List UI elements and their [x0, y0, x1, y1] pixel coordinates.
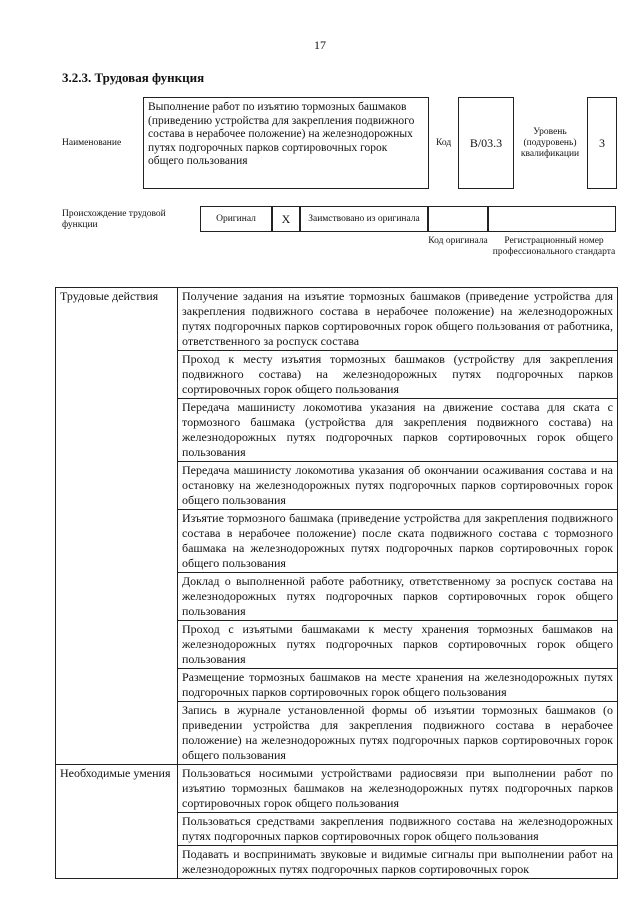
level-label-text: Уровень (подуровень) квалификации: [520, 126, 580, 159]
page-number: 17: [314, 38, 326, 52]
code-caption: Код оригинала: [428, 236, 488, 246]
function-name-value: Выполнение работ по изъятию тормозных башмаков (приведению устройства для закрепления подвижного состава в нерабочее положение) на железнодорожных путях подгорочных парков сортировочных горок общего пользования: [143, 97, 429, 189]
original-mark: Х: [272, 206, 300, 232]
labor-action-row-text: Изъятие тормозного башмака (приведение устройства для закрепления подвижного состава в нерабочее положение) после ската подвижного состава с тормозного башмака на железнодорожных путях подгорочных парков сортировочных горок общего пользования: [178, 510, 618, 573]
labor-action-row-text: Запись в журнале установленной формы об изъятии тормозных башмаков (о приведении устройства для закрепления подвижного состава в нерабочее положение) на железнодорожных путях подгорочных парков сортировочных горок общего пользования: [178, 702, 618, 765]
function-details-table: [55, 287, 618, 879]
code-label: [436, 97, 451, 189]
labor-action-row-text: Размещение тормозных башмаков на месте хранения на железнодорожных путях подгорочных парков сортировочных горок общего пользования: [178, 669, 618, 702]
skill-row-text: Пользоваться средствами закрепления подвижного состава на железнодорожных путях подгорочных парков сортировочных горок общего пользования: [178, 813, 618, 846]
labor-action-row-text: Доклад о выполненной работе работнику, ответственному за роспуск состава на железнодорожных путях подгорочных парков сортировочных горок общего пользования: [178, 573, 618, 621]
labor-action-row-text: Передача машинисту локомотива указания на движение состава для ската с тормозного башмака (устройства для закрепления подвижного состава) на железнодорожных путях подгорочных парков сортировочных горок общего пользования: [178, 399, 618, 462]
skill-row-text: Пользоваться носимыми устройствами радиосвязи при выполнении работ по изъятию тормозных башмаков на железнодорожных путях подгорочных парков сортировочных горок общего пользования: [178, 765, 618, 813]
original-label: Оригинал: [200, 206, 272, 232]
category-label: Необходимые умения: [56, 765, 178, 879]
name-label: [62, 97, 140, 189]
code-value: В/03.3: [458, 97, 514, 189]
category-label: Трудовые действия: [56, 288, 178, 765]
level-label: [517, 97, 583, 189]
labor-action-row: [56, 288, 618, 351]
labor-action-row-text: Передача машинисту локомотива указания об окончании осаживания состава и на остановку на железнодорожных путях подгорочных парков сортировочных горок общего пользования: [178, 462, 618, 510]
level-value: 3: [587, 97, 617, 189]
skill-row: [56, 765, 618, 813]
origin-code-cell: [428, 206, 488, 232]
code-label-text: Код: [436, 137, 452, 148]
labor-action-row-text: Проход с изъятыми башмаками к месту хранения тормозных башмаков на железнодорожных путях подгорочных парков сортировочных горок общего пользования: [178, 621, 618, 669]
section-title: 3.2.3. Трудовая функция: [62, 70, 205, 85]
origin-table: [200, 206, 616, 232]
origin-reg-cell: [488, 206, 616, 232]
borrowed-label: Заимствовано из оригинала: [300, 206, 428, 232]
name-label-text: Наименование: [62, 137, 122, 148]
reg-caption: Регистрационный номер профессионального стандарта: [492, 236, 616, 257]
labor-action-row-text: Получение задания на изъятие тормозных башмаков (приведение устройства для закрепления подвижного состава в нерабочее положение) на железнодорожных путях подгорочных парков сортировочных горок общего пользования от работника, ответственного за роспуск состава: [178, 288, 618, 351]
labor-action-row-text: Проход к месту изъятия тормозных башмаков (устройству для закрепления подвижного состава) на железнодорожных путях подгорочных парков сортировочных горок общего пользования: [178, 351, 618, 399]
origin-label: Происхождение трудовой функции: [62, 209, 166, 230]
skill-row-text: Подавать и воспринимать звуковые и видимые сигналы при выполнении работ на железнодорожных путях подгорочных парков сортировочных горок: [178, 846, 618, 879]
